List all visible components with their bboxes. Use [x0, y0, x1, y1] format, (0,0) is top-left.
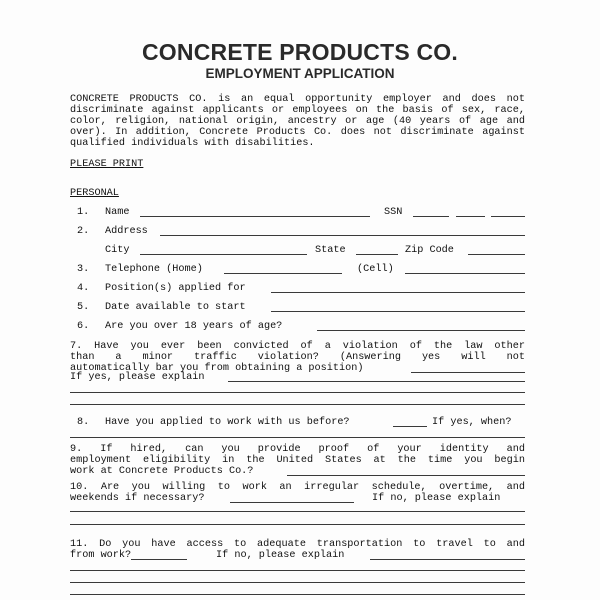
- q7-answer-field[interactable]: [411, 372, 525, 373]
- address-field[interactable]: [160, 235, 525, 236]
- q9-answer-field[interactable]: [287, 475, 525, 476]
- company-title: CONCRETE PRODUCTS CO.: [142, 39, 458, 65]
- q11-explain-line-2[interactable]: [70, 570, 525, 571]
- q6-number: 6.: [77, 321, 90, 332]
- ssn-field-part3[interactable]: [491, 216, 525, 217]
- q11-explain-label: If no, please explain: [216, 550, 345, 561]
- applied-when-line[interactable]: [70, 437, 525, 438]
- start-date-field[interactable]: [271, 311, 525, 312]
- applied-when-label: If yes, when?: [432, 417, 512, 428]
- q10-question: 10. Are you willing to work an irregular schedule, overtime, and: [70, 482, 525, 493]
- address-label: Address: [105, 226, 148, 237]
- applied-before-label: Have you applied to work with us before?: [105, 417, 350, 428]
- city-label: City: [105, 245, 130, 256]
- position-field[interactable]: [271, 292, 525, 293]
- city-field[interactable]: [140, 254, 307, 255]
- q10-explain-line-1[interactable]: [70, 511, 525, 512]
- q11-explain-line-4[interactable]: [70, 594, 525, 595]
- q7-line3: automatically bar you from obtaining a position): [70, 363, 364, 374]
- q9-question: 9. If hired, can you provide proof of your identity and employment eligibility in the United States at the time you begin: [70, 444, 525, 466]
- cell-phone-label: (Cell): [357, 264, 394, 275]
- applied-before-field[interactable]: [393, 426, 427, 427]
- state-field[interactable]: [356, 254, 398, 255]
- q7-explain-line-2[interactable]: [70, 392, 525, 393]
- equal-opportunity-statement: CONCRETE PRODUCTS CO. is an equal opportunity employer and does not discriminate against applicants or employees on the basis of sex, race, color, religion, national origin, ancestry or age (40 years of age and over). In addition, Concrete Products Co. does not discriminate against qualified individuals with disabilities.: [70, 94, 525, 149]
- q7-explain-label: If yes, please explain: [70, 372, 205, 383]
- state-label: State: [315, 245, 346, 256]
- name-field[interactable]: [140, 216, 370, 217]
- q11-question: 11. Do you have access to adequate transportation to travel to and: [70, 539, 525, 550]
- q8-number: 8.: [77, 417, 90, 428]
- q11-line2: from work?: [70, 550, 132, 561]
- age-question-field[interactable]: [317, 330, 525, 331]
- ssn-label: SSN: [384, 207, 403, 218]
- zip-code-label: Zip Code: [405, 245, 454, 256]
- cell-phone-field[interactable]: [405, 273, 525, 274]
- q10-explain-line-2[interactable]: [70, 524, 525, 525]
- home-phone-label: Telephone (Home): [105, 264, 203, 275]
- q11-explain-line-3[interactable]: [70, 582, 525, 583]
- q3-number: 3.: [77, 264, 90, 275]
- position-label: Position(s) applied for: [105, 283, 246, 294]
- age-question-label: Are you over 18 years of age?: [105, 321, 283, 332]
- name-label: Name: [105, 207, 130, 218]
- q2-number: 2.: [77, 226, 90, 237]
- ssn-field-part2[interactable]: [456, 216, 485, 217]
- q11-answer-field[interactable]: [131, 559, 187, 560]
- form-title: EMPLOYMENT APPLICATION: [205, 66, 395, 81]
- q7-explain-line-3[interactable]: [70, 404, 525, 405]
- q11-explain-field[interactable]: [370, 559, 525, 560]
- q4-number: 4.: [77, 283, 90, 294]
- q7-explain-field[interactable]: [228, 381, 525, 382]
- q1-number: 1.: [77, 207, 90, 218]
- q10-line2: weekends if necessary?: [70, 493, 205, 504]
- personal-section-heading: PERSONAL: [70, 188, 119, 199]
- q7-question: 7. Have you ever been convicted of a violation of the law other than a minor traffic violation? (Answering yes will not: [70, 341, 525, 363]
- q9-line3: work at Concrete Products Co.?: [70, 466, 254, 477]
- zip-code-field[interactable]: [468, 254, 525, 255]
- q5-number: 5.: [77, 302, 90, 313]
- q10-explain-label: If no, please explain: [372, 493, 501, 504]
- home-phone-field[interactable]: [224, 273, 342, 274]
- please-print-label: PLEASE PRINT: [70, 159, 144, 170]
- q10-answer-field[interactable]: [230, 502, 354, 503]
- ssn-field-part1[interactable]: [413, 216, 449, 217]
- start-date-label: Date available to start: [105, 302, 246, 313]
